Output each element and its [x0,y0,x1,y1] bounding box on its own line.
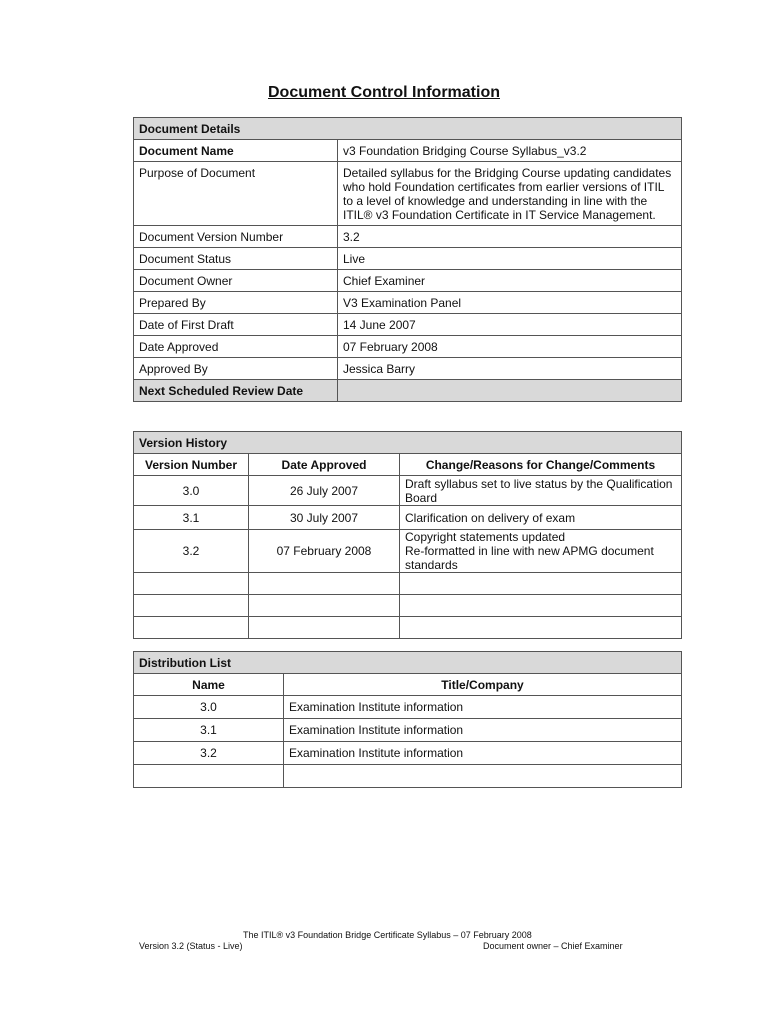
detail-label: Prepared By [134,292,338,314]
comment-line: Copyright statements updated [405,530,566,544]
table-row [134,226,682,248]
document-details-table [133,117,682,402]
comment-cell: Clarification on delivery of exam [400,506,682,530]
detail-label: Purpose of Document [134,162,338,226]
title-cell: Examination Institute information [284,742,682,765]
name-cell: 3.1 [134,719,284,742]
table-row [134,595,682,617]
version-history-table [133,431,682,639]
detail-value [338,380,682,402]
detail-label: Date Approved [134,336,338,358]
table-row [134,506,682,530]
detail-value: Chief Examiner [338,270,682,292]
date-cell: 26 July 2007 [249,476,400,506]
distribution-list-table [133,651,682,788]
detail-label: Date of First Draft [134,314,338,336]
table-row [134,162,682,226]
detail-value: v3 Foundation Bridging Course Syllabus_v3.2 [338,140,682,162]
document-details-header: Document Details [134,118,682,140]
detail-value: 14 June 2007 [338,314,682,336]
column-header: Title/Company [284,674,682,696]
table-row [134,696,682,719]
table-row [134,336,682,358]
table-row [134,292,682,314]
name-cell: 3.0 [134,696,284,719]
table-row [134,380,682,402]
table-row [134,270,682,292]
detail-label: Document Name [134,140,338,162]
table-row [134,358,682,380]
date-cell: 30 July 2007 [249,506,400,530]
footer-owner: Document owner – Chief Examiner [483,941,623,951]
version-cell: 3.1 [134,506,249,530]
date-cell: 07 February 2008 [249,530,400,573]
title-cell: Examination Institute information [284,719,682,742]
table-row [134,248,682,270]
version-history-header: Version History [134,432,682,454]
name-cell: 3.2 [134,742,284,765]
detail-label: Next Scheduled Review Date [134,380,338,402]
detail-label: Document Owner [134,270,338,292]
comment-line: Re-formatted in line with new APMG document standards [405,544,654,572]
detail-value: 3.2 [338,226,682,248]
table-row [134,765,682,788]
detail-value: Detailed syllabus for the Bridging Course updating candidates who hold Foundation certificates from earlier versions of ITIL to a level of knowledge and understanding in line with the ITIL® v3 Foundation Certificate in IT Service Management. [338,162,682,226]
table-row [134,617,682,639]
table-row [134,742,682,765]
distribution-list-header: Distribution List [134,652,682,674]
table-row [134,719,682,742]
table-row [134,476,682,506]
footer-title: The ITIL® v3 Foundation Bridge Certificate Syllabus – 07 February 2008 [243,930,532,940]
detail-label: Document Status [134,248,338,270]
column-header: Name [134,674,284,696]
column-header: Version Number [134,454,249,476]
footer-version: Version 3.2 (Status - Live) [139,941,243,951]
comment-cell [400,530,682,573]
table-row [134,530,682,573]
title-cell: Examination Institute information [284,696,682,719]
version-cell: 3.2 [134,530,249,573]
column-header: Change/Reasons for Change/Comments [400,454,682,476]
version-cell: 3.0 [134,476,249,506]
table-row [134,140,682,162]
table-row [134,314,682,336]
detail-value: Jessica Barry [338,358,682,380]
detail-value: 07 February 2008 [338,336,682,358]
detail-label: Document Version Number [134,226,338,248]
comment-cell: Draft syllabus set to live status by the Qualification Board [400,476,682,506]
page-title: Document Control Information [268,84,500,101]
detail-label: Approved By [134,358,338,380]
column-header: Date Approved [249,454,400,476]
detail-value: V3 Examination Panel [338,292,682,314]
detail-value: Live [338,248,682,270]
table-row [134,573,682,595]
